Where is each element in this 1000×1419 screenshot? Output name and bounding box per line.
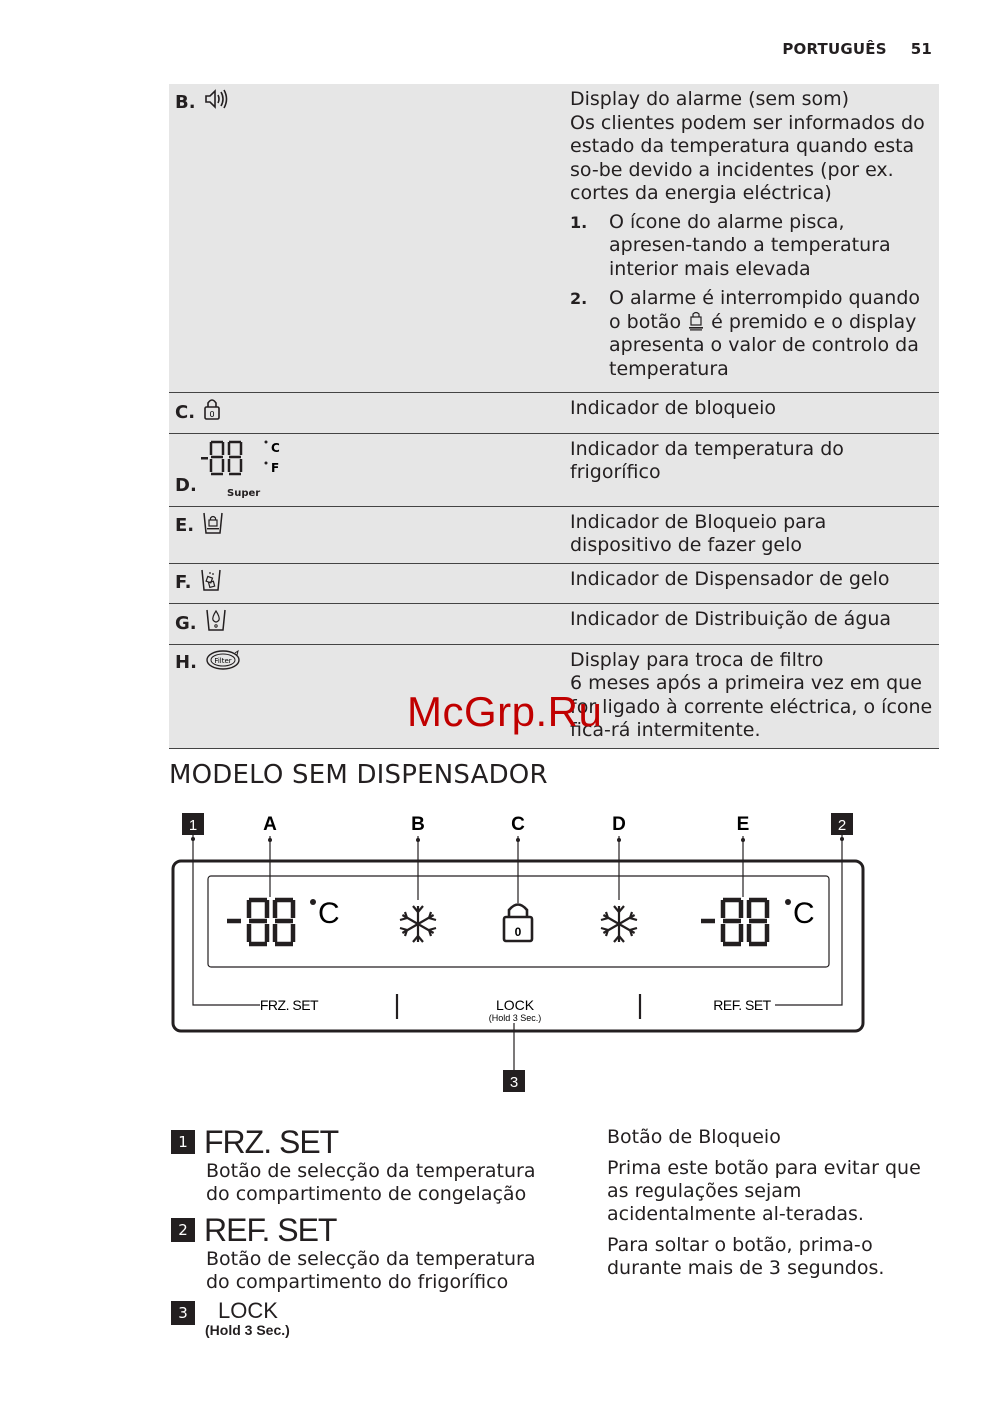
lock-button-sub: (Hold 3 Sec.) [488,1013,542,1023]
marker-3-text: 3 [509,1074,519,1091]
button-legend [171,1124,551,1344]
svg-text:0: 0 [514,925,522,939]
header-language: PORTUGUÊS [782,40,887,58]
table-row [169,433,939,506]
marker-1-text: 1 [188,817,198,834]
row-text: Display do alarme (sem som) [570,88,850,110]
row-text: Indicador de Dispensador de gelo [570,567,890,590]
legend-item [171,1124,551,1206]
lock-button[interactable]: LOCK [495,997,535,1013]
legend-item [171,1212,551,1294]
row-text: Display para troca de filtro [570,648,824,671]
legend-title: FRZ. SET [204,1124,339,1160]
row-text: Indicador de Bloqueio para dispositivo de fazer gelo [570,510,827,556]
letter-e: E [736,814,750,835]
table-row [169,563,939,604]
steps-list [570,211,933,382]
letter-b: B [411,814,425,835]
freezer-display [227,900,293,944]
legend-number: 1 [171,1130,195,1154]
lock-icon [504,905,532,942]
legend-subtitle: (Hold 3 Sec.) [205,1322,290,1338]
svg-text:0: 0 [209,410,215,419]
section-title: MODELO SEM DISPENSADOR [169,760,548,790]
table-row [169,604,939,645]
row-text: Indicador de bloqueio [570,397,777,419]
letter-d: D [612,814,626,835]
unit-celsius: C [271,440,280,455]
control-panel-diagram [165,805,875,1104]
ref-set-button[interactable]: REF. SET [713,997,771,1013]
table-row [169,506,939,563]
letter-a: A [263,814,277,835]
filter-icon [205,649,241,678]
ice-dispenser-icon [200,568,222,599]
watermark: McGrp.Ru [407,688,603,735]
row-label: E. [175,515,195,536]
speaker-icon [204,88,228,117]
page-number: 51 [910,40,932,58]
row-label: G. [175,612,197,634]
letter-c: C [511,814,525,835]
water-dispenser-icon [205,608,227,639]
row-text: Indicador da temperatura do frigorífico [570,437,844,483]
snowflake-icon [601,906,637,942]
row-text: Indicador de Distribuição de água [570,608,892,630]
legend-desc: Botão de selecção da temperatura do compartimento do frigorífico [206,1248,536,1293]
fridge-display [701,900,767,944]
description-paragraph: Prima este botão para evitar que as regulações sejam acidentalmente al-teradas. [607,1157,921,1225]
legend-number: 3 [171,1301,195,1325]
icemaker-lock-icon [202,511,224,542]
snowflake-icon [400,906,436,942]
list-item [570,211,933,282]
legend-desc: Botão de selecção da temperatura do compartimento de congelação [206,1160,536,1205]
row-label: H. [175,652,197,673]
super-label: Super [227,487,261,499]
step-text: é premido e o display apresenta o valor de controlo da temperatura [609,310,919,380]
row-label: D. [175,474,197,496]
legend-item [171,1300,551,1338]
row-text: Os clientes podem ser informados do estado da temperatura quando esta so-be devido a incidentes (por ex. cortes da energia eléctrica) [570,111,925,204]
freezer-unit: C [318,897,340,930]
row-label: C. [175,401,196,423]
row-text: 6 meses após a primeira vez em que for ligado à corrente eléctrica, o ícone fica-rá intermitente. [570,672,933,741]
description-title: Botão de Bloqueio [607,1126,781,1148]
description-paragraph: Para soltar o botão, prima-o durante mais de 3 segundos. [607,1234,885,1279]
legend-number: 2 [171,1218,195,1242]
lock-button-description [607,1126,937,1288]
lock-icon [203,397,221,428]
step-text: O alarme é interrompido quando o botão [609,287,921,333]
row-label: B. [175,91,196,113]
legend-title: LOCK [218,1298,278,1323]
step-number: 2. [570,289,588,308]
legend-title: REF. SET [204,1212,337,1248]
indicator-table [169,84,939,749]
step-number: 1. [570,212,588,232]
filter-icon-text: Filter [214,656,232,665]
frz-set-button[interactable]: FRZ. SET [259,997,319,1013]
unit-fahrenheit: F [271,460,280,475]
step-text: O ícone do alarme pisca, apresen-tando a temperatura interior mais elevada [609,210,891,280]
page-header [782,40,932,58]
lock-hold-icon [687,311,705,333]
row-label: F. [175,572,192,593]
marker-2-text: 2 [837,817,847,834]
list-item [570,287,933,381]
table-row [169,84,939,393]
table-row [169,393,939,434]
fridge-unit: C [793,897,815,930]
